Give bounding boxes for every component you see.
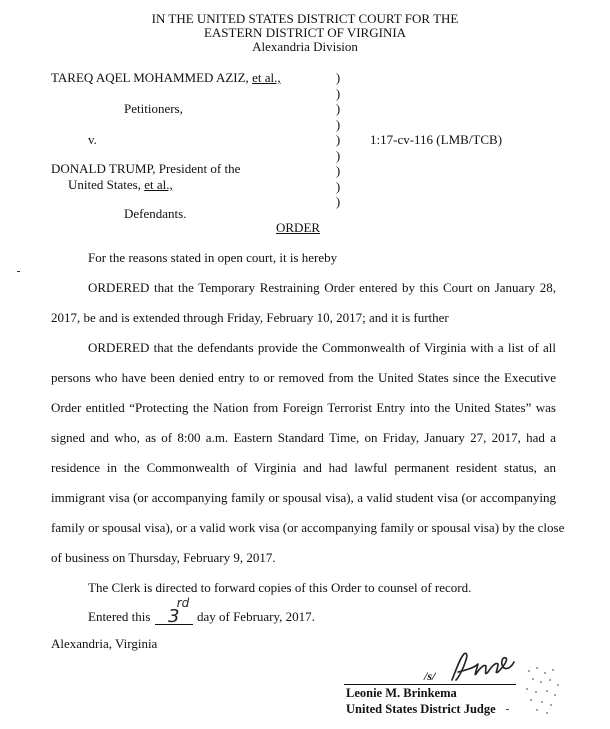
- entered-line: Entered this 3 rd day of February, 2017.: [88, 596, 315, 627]
- body-clerk-directive: The Clerk is directed to forward copies of this Order to counsel of record.: [88, 580, 472, 595]
- body-para3-line4: signed and who, as of 8:00 a.m. Eastern Standard Time, on Friday, January 27, 2017, had a: [51, 430, 556, 445]
- petitioner-name: TAREQ AQEL MOHAMMED AZIZ, et al.,: [51, 70, 281, 85]
- body-para3-line5: residence in the Commonwealth of Virginia and had lawful permanent resident status, an: [51, 460, 556, 475]
- entered-day-ordinal-handwritten: rd: [176, 596, 190, 610]
- stray-mark: [506, 709, 509, 710]
- versus-label: v.: [88, 132, 97, 147]
- case-number: 1:17-cv-116 (LMB/TCB): [370, 132, 503, 147]
- body-para2-line1: ORDERED that the Temporary Restraining Order entered by this Court on January 28,: [88, 280, 556, 295]
- body-intro: For the reasons stated in open court, it is hereby: [88, 250, 338, 265]
- body-para3-line7: family or spousal visa), or a valid work visa (or accompanying family or spousal visa) by the close: [51, 520, 565, 535]
- body-para3-line3: Order entitled “Protecting the Nation from Foreign Terrorist Entry into the United States” was: [51, 400, 556, 415]
- signature-line: [344, 684, 516, 685]
- court-seal-stamp: [522, 664, 562, 716]
- entered-day-handwritten: 3: [167, 606, 180, 627]
- place-of-entry: Alexandria, Virginia: [51, 636, 158, 651]
- court-heading-line1: IN THE UNITED STATES DISTRICT COURT FOR THE: [151, 11, 459, 26]
- body-para3-line2: persons who have been denied entry to or removed from the United States since the Executive: [51, 370, 556, 385]
- court-heading-line2: EASTERN DISTRICT OF VIRGINIA: [203, 25, 407, 40]
- court-order-page: IN THE UNITED STATES DISTRICT COURT FOR THE EASTERN DISTRICT OF VIRGINIA Alexandria Division TAREQ AQEL MOHAMMED AZIZ, et al., Petitioners, v. DONALD TRUMP, President of the United States, et al., Defendants. ) ) ) ) ) ) ) ) ) 1:17-cv-116 (LMB/TCB) ORDER For the reasons stated in open court, it is hereby ORDERED that the Temporary Restraining Order entered by this Court on January 28, 2017, be and is extended through Friday, February 10, 2017; and it is further ORDERED that the defendants provide the Commonwealth of Virginia with a list of all persons who have been denied entry to or removed from the United States since the Executive Order entitled “Protecting the Nation from Foreign Terrorist Entry into the United States” was signed and who, as of 8:00 a.m. Eastern Standard Time, on Friday, January 27, 2017, had a residence in the Commonwealth of Virginia and had lawful permanent resident status, an immigrant visa (or accompanying family or spousal visa), a valid student visa (or accompanying family or spousal visa), or a valid work visa (or accompanying family or spousal visa) by the close of business on Thursday, February 9, 2017. The Clerk is directed to forward copies of this Order to counsel of record. Entered this 3 rd day of February, 2017. Alexandria, Virginia /s/ Leonie M. Brinkema United States District Judge: [0, 0, 610, 729]
- defendant-name-line1: DONALD TRUMP, President of the: [51, 161, 241, 176]
- defendant-et-al: et al.,: [144, 177, 173, 192]
- signature-slash-s: /s/: [424, 669, 436, 683]
- petitioners-label: Petitioners,: [124, 101, 183, 116]
- signer-name: Leonie M. Brinkema: [346, 686, 457, 700]
- signer-title: United States District Judge: [346, 702, 496, 716]
- court-heading-division: Alexandria Division: [252, 39, 358, 54]
- defendants-label: Defendants.: [124, 206, 187, 221]
- body-para2-line2: 2017, be and is extended through Friday, February 10, 2017; and it is further: [51, 310, 449, 325]
- body-para3-line6: immigrant visa (or accompanying family or spousal visa), a valid student visa (or accompanying: [51, 490, 556, 505]
- body-para3-line1: ORDERED that the defendants provide the Commonwealth of Virginia with a list of all: [88, 340, 556, 355]
- petitioner-et-al: et al.,: [252, 70, 281, 85]
- body-para3-line8: of business on Thursday, February 9, 2017.: [51, 550, 276, 565]
- margin-tick-mark: [17, 271, 20, 272]
- defendant-name-line2: United States, et al.,: [68, 177, 173, 192]
- order-title: ORDER: [276, 220, 321, 235]
- handwritten-signature: [446, 650, 518, 684]
- entered-day-blank: [155, 596, 193, 627]
